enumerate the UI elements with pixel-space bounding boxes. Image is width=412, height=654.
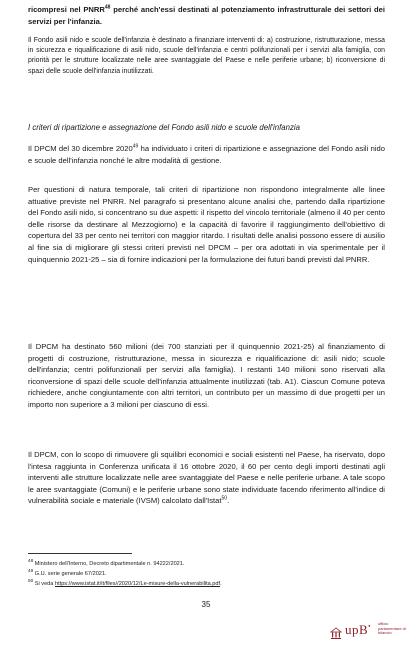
paragraph-text: Il DPCM, con lo scopo di rimuovere gli squilibri economici e sociali esistenti nel Paese, ha riservato, dopo l'intesa raggiunta in Conferenza unificata il 16 ottobre 2020, il 60 per cento degli importi destinati agli interventi alle strutture localizzate nelle aree svantaggiate del Paese e nelle periferie urbane. A tale scopo le aree svantaggiate (Comuni) e le periferie urbane sono state individuate facendo riferimento all'indice di vulnerabilità sociale e materiale (IVSM) calcolato dall'Istat xyxy=(28,450,385,506)
section-heading: I criteri di ripartizione e assegnazione del Fondo asili nido e scuole dell'infanzia xyxy=(28,123,300,132)
logo-text: upB xyxy=(345,622,369,637)
footnote-ref-48[interactable]: 48 xyxy=(104,4,111,11)
footnote-ref-50[interactable]: 50 xyxy=(221,495,228,502)
paragraph-disadvantaged-areas xyxy=(28,449,385,507)
fund-description-note: Il Fondo asili nido e scuole dell'infanzia è destinato a finanziare interventi di: a) costruzione, ristrutturazione, messa in sicurezza e riqualificazione di asili nido, scuole dell'infanzia e centri polifunzionali per i servizi alla famiglia, con priorità per le strutture localizzate nelle aree svantaggiate del Paese e nelle periferie urbane; b) riconversione di spazi delle scuole dell'infanzia inutilizzati. xyxy=(28,37,385,75)
footnote-number: 50 xyxy=(28,578,34,583)
footnote-50 xyxy=(28,577,358,588)
paragraph-allocation: Il DPCM ha destinato 560 milioni (dei 700 stanziati per il quinquennio 2021-25) al finanziamento di progetti di costruzione, ristrutturazione, messa in sicurezza e riqualificazione di: asili nido; scuole dell'infanzia; centri polifunzionali per servizi alla famiglia). I restanti 140 milioni sono riservati alla riconversione di spazi delle scuole dell'infanzia attualmente inutilizzati (tab. A1). Ciascun Comune poteva richiedere, anche congiuntamente con altri territori, un contributo per un massimo di due progetti per un importo non superiore a 3 milioni per ciascuno di essi. xyxy=(28,342,385,409)
footnote-number: 49 xyxy=(28,568,34,573)
footnote-divider xyxy=(28,553,132,554)
continuation-text-end: perché anch'essi destinati al potenziamento infrastrutturale dei settori dei servizi per l'infanzia. xyxy=(28,5,385,26)
logo-subtitle: ufficio parlamentare di bilancio xyxy=(378,621,406,636)
continuation-paragraph xyxy=(28,4,385,27)
paragraph-text: Il DPCM del 30 dicembre 2020 xyxy=(28,144,133,153)
paragraph-analysis: Per questioni di natura temporale, tali criteri di ripartizione non rispondono integralmente alle linee attuative previste nel PNRR. Nel paragrafo si presentano alcune analisi che, partendo dalla ripartizione del Fondo asili nido, si concentrano su due aspetti: il rispetto del vincolo territoriale (almeno il 40 per cento delle risorse da destinare al Mezzogiorno) e la capacità di favorire il raggiungimento dell'obiettivo di copertura del 33 per cento nei territori con maggior ritardo. I risultati delle analisi possono essere di ausilio al fine sia di migliorare gli stessi criteri previsti nel DPCM – per ora adottati in via sperimentale per il quinquennio 2021-25 – sia di fornire indicazioni per la formulazione dei futuri bandi previsti dal PNRR. xyxy=(28,185,385,264)
logo-dot: • xyxy=(368,622,372,631)
paragraph-text-end: ha individuato i criteri di ripartizione e assegnazione del Fondo asili nido e scuole dell'infanzia nonché le altre modalità di gestione. xyxy=(28,144,385,165)
page-number: 35 xyxy=(201,600,211,609)
paragraph-text-end: . xyxy=(227,496,230,506)
footnote-text: G.U. serie generale 67/2021. xyxy=(34,570,107,577)
footnote-text: Si veda xyxy=(34,580,55,587)
continuation-text: ricompresi nel PNRR xyxy=(28,5,105,14)
paragraph-dpcm-criteria xyxy=(28,143,385,166)
upb-logo xyxy=(345,622,371,638)
footnote-number: 48 xyxy=(28,558,34,563)
parliament-emblem-icon xyxy=(330,626,342,640)
footnote-ref-49[interactable]: 49 xyxy=(132,143,139,150)
istat-link[interactable]: https://www.istat.it/it/files//2020/12/Le-misure-della-vulnerabilita.pdf xyxy=(54,580,221,587)
footnote-text: Ministero dell'Interno, Decreto dipartimentale n. 94222/2021. xyxy=(34,560,185,567)
footnote-text-end: . xyxy=(220,580,222,587)
